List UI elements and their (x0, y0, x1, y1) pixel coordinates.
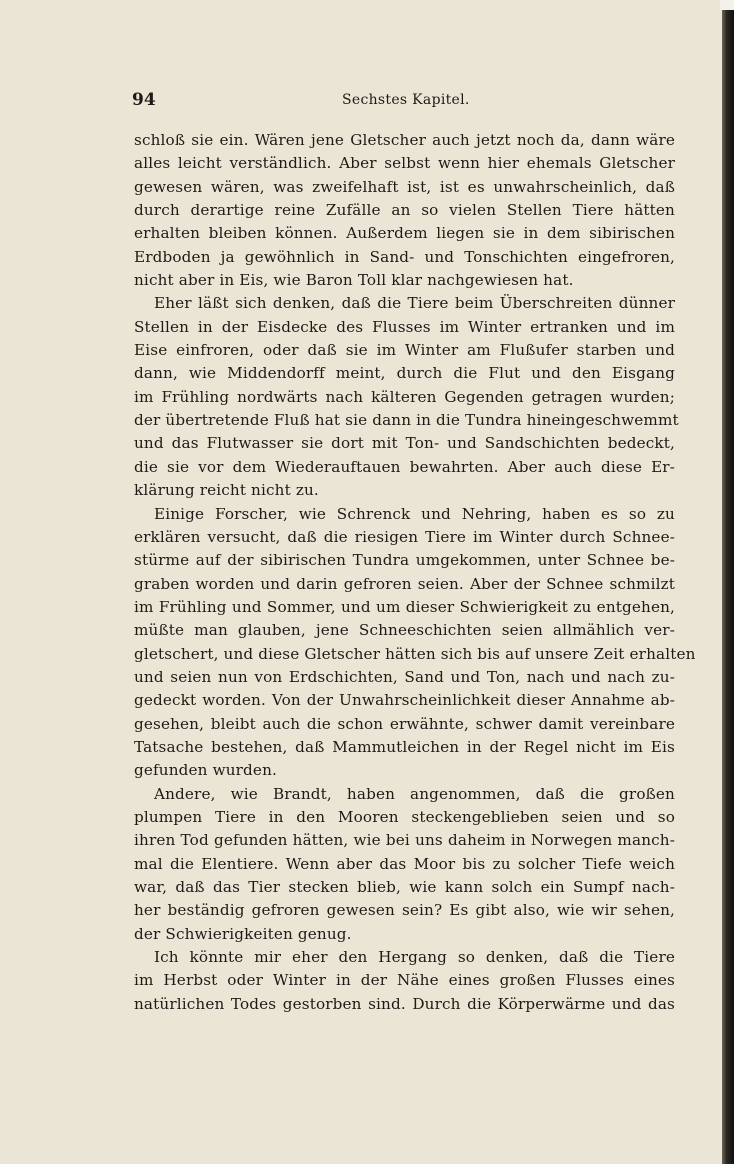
text-line: gewesen wären, was zweifelhaft ist, ist es unwahrscheinlich, daß (134, 177, 675, 196)
text-line: Eise einfroren, oder daß sie im Winter am Flußufer starben und (134, 341, 675, 360)
page-corner (720, 0, 734, 10)
text-line: Stellen in der Eisdecke des Flusses im Winter ertranken und im (134, 317, 675, 336)
page-number: 94 (132, 90, 156, 110)
text-line: im Herbst oder Winter in der Nähe eines großen Flusses eines (134, 971, 675, 990)
text-line: Einige Forscher, wie Schrenck und Nehring, haben es so zu (154, 504, 675, 523)
text-line: schloß sie ein. Wären jene Gletscher auch jetzt noch da, dann wäre (134, 131, 675, 149)
text-line: gefunden wurden. (134, 761, 277, 780)
text-line: nicht aber in Eis, wie Baron Toll klar nachgewiesen hat. (134, 271, 574, 290)
text-line: durch derartige reine Zufälle an so vielen Stellen Tiere hätten (134, 201, 675, 220)
text-line: alles leicht verständlich. Aber selbst wenn hier ehemals Gletscher (134, 154, 675, 173)
body-text (134, 129, 696, 1016)
text-line: mal die Elentiere. Wenn aber das Moor bis zu solcher Tiefe weich (134, 854, 675, 873)
text-line: Eher läßt sich denken, daß die Tiere beim Überschreiten dünner (154, 294, 675, 313)
running-head: Sechstes Kapitel. (342, 92, 470, 108)
page-edge-shadow (722, 0, 734, 1164)
text-line: und das Flutwasser sie dort mit Ton- und Sandschichten bedeckt, (134, 434, 675, 453)
text-line: der übertretende Fluß hat sie dann in die Tundra hineingeschwemmt (134, 411, 679, 430)
text-line: erhalten bleiben können. Außerdem liegen sie in dem sibirischen (134, 224, 675, 243)
text-line: die sie vor dem Wiederauftauen bewahrten. Aber auch diese Er- (134, 457, 675, 476)
text-line: dann, wie Middendorff meint, durch die Flut und den Eisgang (134, 364, 675, 383)
text-line: Tatsache bestehen, daß Mammutleichen in der Regel nicht im Eis (134, 737, 675, 756)
text-line: natürlichen Todes gestorben sind. Durch die Körperwärme und das (134, 994, 675, 1013)
text-line: erklären versucht, daß die riesigen Tiere im Winter durch Schnee- (134, 527, 675, 546)
text-line: her beständig gefroren gewesen sein? Es gibt also, wie wir sehen, (134, 901, 675, 920)
text-line: gletschert, und diese Gletscher hätten sich bis auf unsere Zeit erhalten (134, 644, 696, 663)
page-header (132, 88, 674, 114)
text-line: klärung reicht nicht zu. (134, 481, 319, 500)
text-line: gesehen, bleibt auch die schon erwähnte, schwer damit vereinbare (134, 714, 675, 733)
text-line: stürme auf der sibirischen Tundra umgekommen, unter Schnee be- (134, 551, 675, 570)
text-line: müßte man glauben, jene Schneeschichten seien allmählich ver- (134, 621, 675, 640)
text-line: Ich könnte mir eher den Hergang so denken, daß die Tiere (154, 948, 675, 967)
text-line: ihren Tod gefunden hätten, wie bei uns daheim in Norwegen manch- (134, 831, 675, 850)
text-line: Andere, wie Brandt, haben angenommen, daß die großen (154, 784, 675, 803)
text-line: gedeckt worden. Von der Unwahrscheinlichkeit dieser Annahme ab- (134, 691, 675, 710)
text-line: war, daß das Tier stecken blieb, wie kann solch ein Sumpf nach- (134, 878, 675, 896)
text-line: im Frühling nordwärts nach kälteren Gegenden getragen wurden; (134, 387, 675, 406)
text-line: graben worden und darin gefroren seien. Aber der Schnee schmilzt (134, 574, 675, 593)
text-line: und seien nun von Erdschichten, Sand und Ton, nach und nach zu- (134, 667, 675, 686)
text-line: der Schwierigkeiten genug. (134, 924, 352, 943)
text-line: plumpen Tiere in den Mooren steckengeblieben seien und so (134, 807, 675, 826)
text-line: Erdboden ja gewöhnlich in Sand- und Tonschichten eingefroren, (134, 247, 675, 266)
text-line: im Frühling und Sommer, und um dieser Schwierigkeit zu entgehen, (134, 597, 675, 616)
